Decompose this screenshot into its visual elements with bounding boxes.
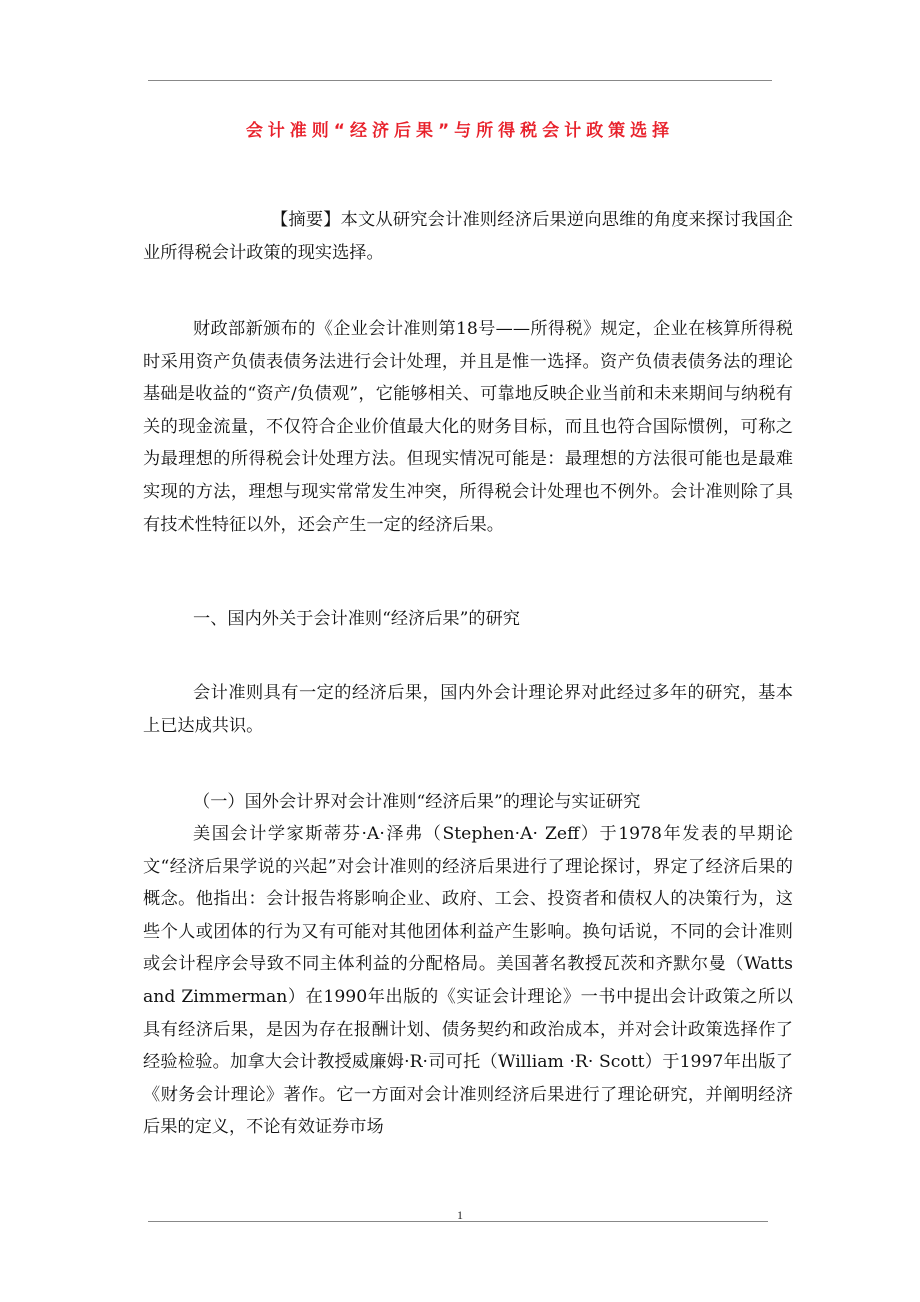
body-paragraph-intro: 财政部新颁布的《企业会计准则第18号——所得税》规定，企业在核算所得税时采用资产负债表债务法进行会计处理，并且是惟一选择。资产负债表债务法的理论基础是收益的“资产/负债观”，它能够相关、可靠地反映企业当前和未来期间与纳税有关的现金流量，不仅符合企业价值最大化的财务目标，而且也符合国际惯例，可称之为最理想的所得税会计处理方法。但现实情况可能是：最理想的方法很可能也是最难实现的方法，理想与现实常常发生冲突，所得税会计处理也不例外。会计准则除了具有技术性特征以外，还会产生一定的经济后果。 — [143, 319, 793, 535]
page-number: 1 — [457, 1208, 463, 1222]
footer-rule — [148, 1221, 768, 1222]
header-rule — [148, 80, 772, 81]
subsection-heading-1: （一）国外会计界对会计准则“经济后果”的理论与实证研究 — [193, 792, 641, 812]
body-paragraph-consensus: 会计准则具有一定的经济后果，国内外会计理论界对此经过多年的研究，基本上已达成共识。 — [143, 683, 793, 736]
body-paragraph-foreign-research: 美国会计学家斯蒂芬·A·泽弗（Stephen·A· Zeff）于1978年发表的早期论文“经济后果学说的兴起”对会计准则的经济后果进行了理论探讨，界定了经济后果的概念。他指出：会计报告将影响企业、政府、工会、投资者和债权人的决策行为，这些个人或团体的行为又有可能对其他团体利益产生影响。换句话说，不同的会计准则或会计程序会导致不同主体利益的分配格局。美国著名教授瓦茨和齐默尔曼（Watts and Zimmerman）在1990年出版的《实证会计理论》一书中提出会计政策之所以具有经济后果，是因为存在报酬计划、债务契约和政治成本，并对会计政策选择作了经验检验。加拿大会计教授威廉姆·R·司可托（William ·R· Scott）于1997年出版了《财务会计理论》著作。它一方面对会计准则经济后果进行了理论研究，并阐明经济后果的定义，不论有效证券市场 — [143, 824, 793, 1138]
abstract-paragraph: 【摘要】本文从研究会计准则经济后果逆向思维的角度来探讨我国企业所得税会计政策的现实选择。 — [143, 210, 793, 263]
section-heading-1: 一、国内外关于会计准则“经济后果”的研究 — [193, 609, 520, 629]
document-title: 会计准则“经济后果”与所得税会计政策选择 — [245, 121, 675, 141]
